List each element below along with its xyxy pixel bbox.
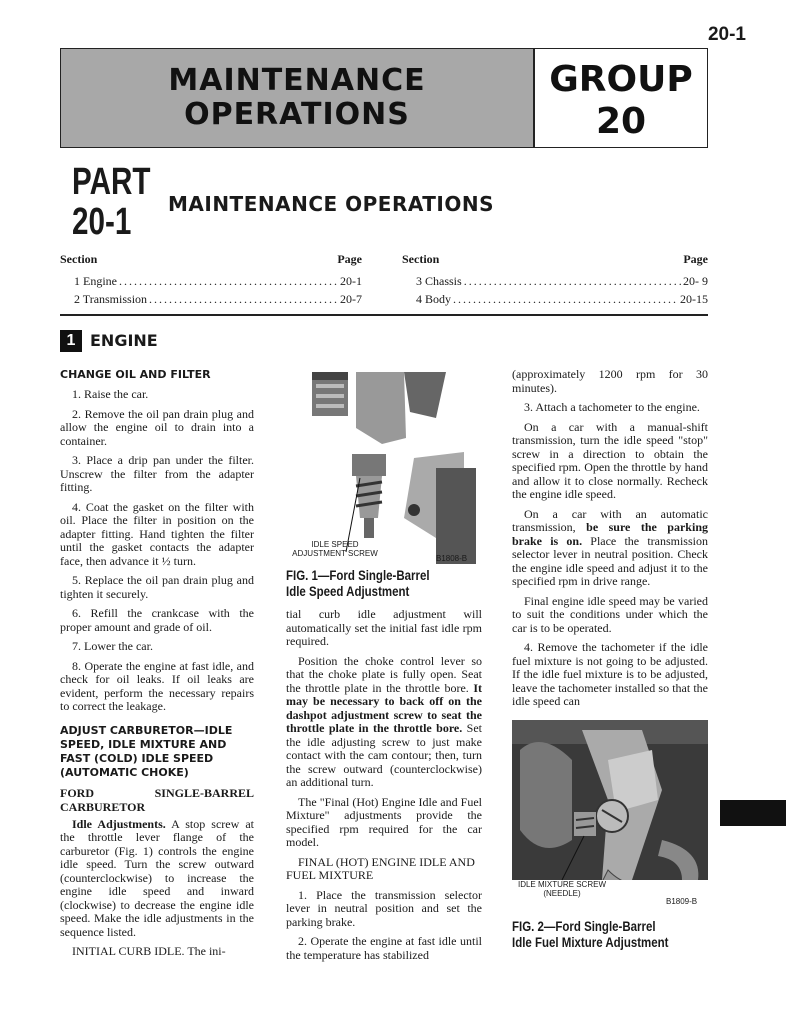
figure-2-caption-line2: Idle Fuel Mixture Adjustment	[512, 934, 669, 950]
step: 3. Place a drip pan under the filter. Unscrew the filter from the adapter fitting.	[60, 453, 254, 494]
heading-final-hot-idle: FINAL (HOT) ENGINE IDLE AND FUEL MIXTURE	[286, 854, 475, 882]
section-rule	[60, 314, 708, 316]
paragraph-text: A stop screw at the throttle lever flange of the carburetor (Fig. 1) controls the engine idle speed. Turn the screw outward (counterclockwise) to increase the engine idle speed and inward (clockwise) to decrease the engine idle speed. Make the idle adjustments in the sequence listed.	[60, 816, 254, 939]
figure-1-callout: IDLE SPEED ADJUSTMENT SCREW	[292, 540, 378, 558]
column-3	[512, 368, 708, 715]
part-heading	[72, 162, 150, 242]
banner-title-box	[61, 49, 533, 147]
step: 2. Operate the engine at fast idle until the temperature has stabilized	[286, 934, 482, 962]
toc-entry-page: 20- 9	[683, 274, 708, 288]
figure-2-caption-line1: FIG. 2—Ford Single-Barrel	[512, 918, 656, 934]
step: 6. Refill the crankcase with the proper amount and grade of oil.	[60, 606, 254, 634]
group-label: GROUP	[549, 59, 693, 100]
figure-1	[286, 368, 486, 564]
toc-leader	[149, 290, 338, 308]
paragraph-text: On a car with an automatic transmission,	[512, 506, 708, 534]
section-title: ENGINE	[90, 331, 158, 350]
figure-1-caption-line1: FIG. 1—Ford Single-Barrel	[286, 567, 430, 583]
toc-left	[60, 250, 362, 308]
toc-section-header: Section	[60, 252, 98, 266]
paragraph: (approximately 1200 rpm for 30 minutes).	[512, 367, 708, 395]
bold-note: It may be necessary to back off on the dashpot adjustment screw to seat the throttle plate in the throttle bore.	[286, 680, 482, 735]
group-number: 20	[595, 101, 647, 142]
heading-adjust-carburetor: ADJUST CARBURETOR—IDLE SPEED, IDLE MIXTURE AND FAST (COLD) IDLE SPEED (AUTOMATIC CHOKE)	[60, 723, 233, 779]
column-2	[286, 608, 482, 968]
section-number-badge: 1	[60, 330, 82, 352]
figure-2-caption	[512, 918, 668, 950]
toc-entry-title: 1 Engine	[74, 274, 117, 288]
toc-leader	[453, 290, 678, 308]
paragraph: tial curb idle adjustment will automatically set the initial fast idle rpm required.	[286, 607, 482, 648]
paragraph-text: Position the choke control lever so that the choke plate is fully open. Seat the throttle plate in the throttle bore.	[286, 653, 482, 695]
toc-entry-page: 20-1	[340, 274, 362, 288]
toc-entry[interactable]	[402, 272, 708, 290]
toc-entry[interactable]	[60, 272, 362, 290]
column-1	[60, 364, 254, 965]
figure-2-callout	[512, 880, 612, 898]
page-number: 20-1	[707, 24, 746, 45]
paragraph: Final engine idle speed may be varied to suit the conditions under which the car is to be operated.	[512, 593, 708, 635]
step: 4. Coat the gasket on the filter with oil. Place the filter in position on the adapter fitting. Hand tighten the filter until the gasket contacts the adapter face, then advance it ½ turn.	[60, 499, 254, 568]
toc-leader	[119, 272, 338, 290]
toc-entry-page: 20-7	[340, 292, 362, 306]
paragraph-initial-curb: INITIAL CURB IDLE. The ini-	[72, 944, 226, 958]
group-box	[535, 49, 707, 147]
heading-change-oil: CHANGE OIL AND FILTER	[60, 368, 211, 381]
toc-entry[interactable]	[402, 290, 708, 308]
step: 1. Raise the car.	[72, 387, 149, 401]
figure-2	[512, 720, 708, 912]
banner-title-line2: OPERATIONS	[184, 97, 410, 132]
paragraph: On a car with a manual-shift transmission, turn the idle speed "stop" screw in a direction to obtain the specified rpm. Open the throttle by hand and allow it to close normally. Recheck the engine idle speed.	[512, 419, 708, 501]
bold-note: be sure the parking brake is on.	[512, 520, 708, 548]
step: 8. Operate the engine at fast idle, and check for oil leaks. If oil leaks are evident, perform the necessary repairs to correct the leakage.	[60, 658, 254, 713]
step: 4. Remove the tachometer if the idle fuel mixture is not going to be adjusted. If the idle fuel mixture is to be adjusted, leave the tachometer installed so that the idle speed can	[512, 640, 708, 708]
figure-2-callout-line2: (NEEDLE)	[543, 889, 581, 898]
step: 5. Replace the oil pan drain plug and tighten it securely.	[60, 573, 254, 601]
toc-entry[interactable]	[60, 290, 362, 308]
heading-ford-single-barrel: FORD SINGLE-BARREL CARBURETOR	[60, 785, 254, 814]
figure-2-code: B1809-B	[666, 897, 698, 906]
toc-entry-page: 20-15	[680, 292, 708, 306]
toc-entry-title: 2 Transmission	[74, 292, 148, 306]
part-number: 20-1	[72, 201, 132, 243]
toc-section-header: Section	[402, 252, 440, 266]
step: 1. Place the transmission selector lever in neutral position and set the parking brake.	[286, 887, 482, 929]
toc-page-header: Page	[337, 252, 362, 266]
banner-title-line1: MAINTENANCE	[168, 63, 426, 98]
paragraph-text: Set the idle adjusting screw to just make contact with the cam contour; then, turn the screw outward (counterclockwise) an additional turn.	[286, 721, 482, 789]
figure-2-callout-line1: IDLE MIXTURE SCREW	[517, 880, 606, 889]
toc-entry-title: 4 Body	[416, 292, 452, 306]
figure-1-caption-line2: Idle Speed Adjustment	[286, 583, 410, 599]
step: 3. Attach a tachometer to the engine.	[524, 400, 700, 414]
paragraph-idle-adjustments	[60, 818, 254, 940]
toc-page-header: Page	[683, 252, 708, 266]
step: 7. Lower the car.	[72, 639, 153, 653]
paragraph-choke	[286, 655, 482, 790]
toc-leader	[464, 272, 681, 290]
paragraph-automatic	[512, 508, 708, 589]
part-title: MAINTENANCE OPERATIONS	[168, 192, 494, 216]
step: 2. Remove the oil pan drain plug and allow the engine oil to drain into a container.	[60, 406, 254, 448]
figure-1-code: B1808-B	[436, 554, 468, 563]
toc-entry-title: 3 Chassis	[416, 274, 462, 288]
paragraph: The "Final (Hot) Engine Idle and Fuel Mixture" adjustments provide the specified rpm required for the car model.	[286, 794, 482, 849]
toc-right	[402, 250, 708, 308]
section-edge-tab	[720, 800, 786, 826]
carburetor-photo-1	[286, 368, 486, 564]
figure-1-caption	[286, 567, 430, 599]
lead-in: Idle Adjustments.	[72, 816, 166, 831]
paragraph-text: Place the transmission selector lever in neutral position. Check the engine idle speed and adjust it to the specified rpm in drive range.	[512, 533, 708, 588]
part-label: PART	[72, 161, 151, 203]
